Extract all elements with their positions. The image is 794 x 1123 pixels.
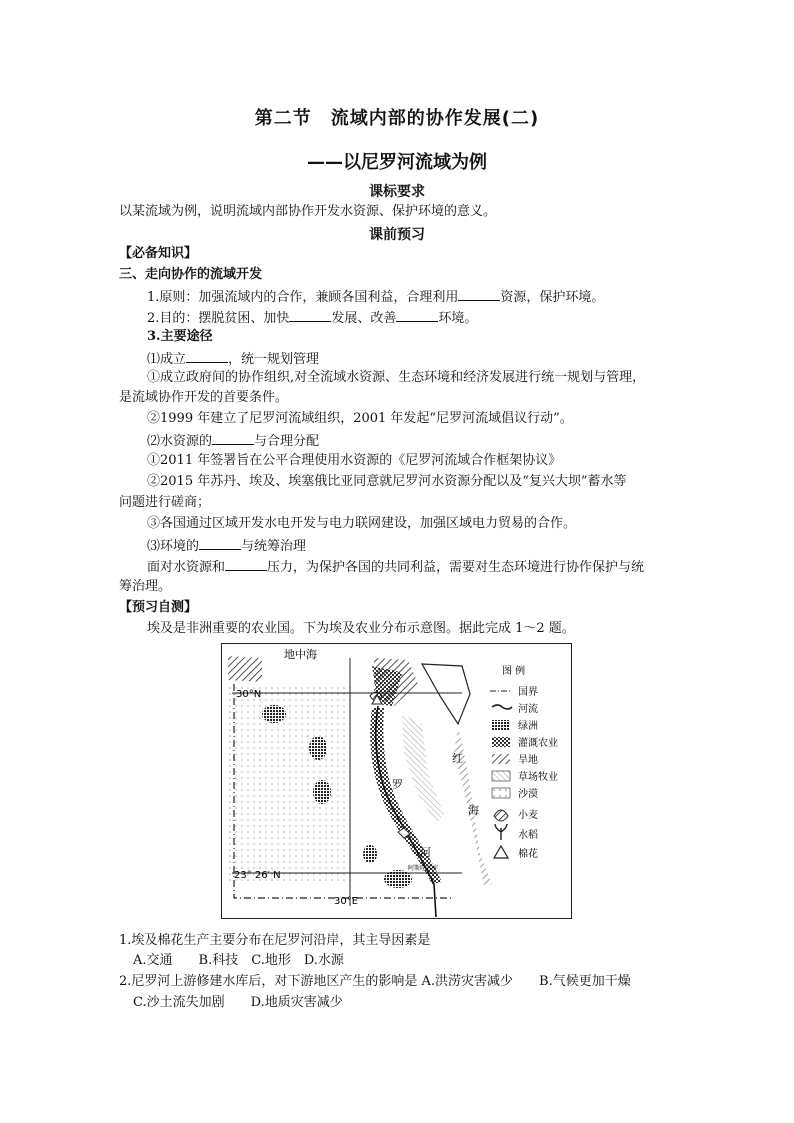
legend-river-swatch (492, 705, 512, 709)
page-title: 第二节 流域内部的协作发展(二) (254, 108, 540, 129)
principle-line (147, 287, 604, 307)
label-river-2: 河 (420, 846, 431, 859)
label-mediterranean: 地中海 (284, 648, 317, 661)
legend-irrigation: 灌溉农业 (518, 738, 558, 749)
fill-blank[interactable] (396, 308, 438, 322)
approach-1-c-line2: 是流域协作开发的首要条件。 (119, 390, 289, 405)
label-dam: 阿斯旺水库 (408, 865, 439, 872)
selftest-intro: 埃及是非洲重要的农业国。下为埃及农业分布示意图。据此完成 1～2 题。 (147, 621, 575, 636)
legend-oasis-swatch (492, 720, 510, 730)
label-river-1: 罗 (392, 778, 403, 791)
purpose-text-c: 环境。 (438, 311, 478, 326)
legend-wheat: 小麦 (518, 810, 538, 821)
legend-desert-swatch (492, 788, 510, 798)
approach-3-c-text-a: 面对水资源和 (147, 560, 226, 575)
approach-3-c-text-b: 压力，为保护各国的共同利益，需要对生态环境进行协作保护与统 (267, 560, 645, 575)
fill-blank[interactable] (199, 536, 241, 550)
oasis-3 (313, 780, 331, 804)
coastal-dryland (228, 656, 262, 682)
legend-dryland: 旱地 (518, 755, 538, 766)
standards-text: 以某流域为例，说明流域内部协作开发水资源、保护环境的意义。 (119, 204, 497, 219)
fill-blank[interactable] (186, 349, 228, 363)
legend-cotton: 棉花 (518, 849, 538, 860)
egypt-agriculture-map (221, 643, 572, 919)
approach-1-d: ②1999 年建立了尼罗河流域组织，2001 年发起“尼罗河流域倡议行动”。 (147, 411, 573, 426)
oasis-1 (262, 705, 286, 723)
legend-grassland: 草场牧业 (518, 772, 558, 783)
oasis-2 (309, 736, 327, 760)
preview-heading: 课前预习 (369, 227, 425, 243)
approach-2-c: ①2011 年签署旨在公平合理使用水资源的《尼罗河流域合作框架协议》 (147, 453, 562, 468)
page-subtitle: ——以尼罗河流域为例 (307, 152, 487, 173)
purpose-line (147, 308, 477, 328)
section-heading: 三、走向协作的流域开发 (119, 267, 263, 282)
approach-1-text-b: ，统一规划管理 (228, 352, 320, 367)
legend-rice-swatch (495, 824, 507, 840)
label-red-sea-1: 红 (452, 752, 463, 765)
label-lon30: 30°E (334, 896, 359, 907)
approach-2-d-line2: 问题进行磋商； (119, 495, 211, 510)
legend-rice: 水稻 (518, 830, 538, 841)
eastern-grassland (402, 714, 444, 824)
approach-3-text-a: ⑶环境的 (147, 539, 200, 554)
legend-river: 河流 (518, 704, 538, 715)
legend-border: 国界 (518, 687, 538, 698)
approach-2-line (147, 431, 319, 451)
approach-2-text-b: 与合理分配 (254, 434, 320, 449)
approach-3-text-b: 与统筹治理 (241, 539, 307, 554)
fill-blank[interactable] (212, 431, 254, 445)
approach-2-d-line1: ②2015 年苏丹、埃及、埃塞俄比亚同意就尼罗河水资源分配以及“复兴大坝”蓄水等 (147, 474, 627, 489)
label-lat30: 30°N (236, 689, 262, 700)
principle-text-a: 1.原则：加强流域内的合作，兼顾各国利益，合理利用 (147, 290, 459, 305)
sinai-outline (422, 664, 470, 724)
approach-1-c-line1: ①成立政府间的协作组织,对全流域水资源、生态环境和经济发展进行统一规划与管理， (147, 370, 646, 385)
map-legend (490, 664, 558, 860)
standards-heading: 课标要求 (369, 184, 425, 200)
approach-2-text-a: ⑵水资源的 (147, 434, 213, 449)
approach-heading: 3.主要途径 (147, 329, 213, 344)
purpose-text-a: 2.目的：摆脱贫困、加快 (147, 311, 290, 326)
approach-2-e: ③各国通过区域开发水电开发与电力联网建设，加强区域电力贸易的合作。 (147, 516, 577, 531)
selftest-tag: 【预习自测】 (119, 600, 198, 615)
question-2-options[interactable]: C.沙土流失加剧 D.地质灾害减少 (133, 995, 343, 1010)
approach-3-c-line2: 筹治理。 (119, 579, 172, 594)
label-red-sea-2: 海 (468, 804, 479, 817)
fill-blank[interactable] (458, 287, 500, 301)
approach-3-line (147, 536, 306, 556)
knowledge-tag: 【必备知识】 (119, 246, 198, 261)
approach-3-c-line1 (147, 557, 644, 577)
fill-blank[interactable] (225, 557, 267, 571)
legend-oasis: 绿洲 (518, 721, 538, 732)
fill-blank[interactable] (289, 308, 331, 322)
approach-1-line (147, 349, 319, 369)
oasis-5 (363, 845, 377, 863)
legend-wheat-swatch (494, 810, 508, 821)
principle-text-b: 资源，保护环境。 (500, 290, 605, 305)
legend-cotton-swatch (494, 846, 508, 858)
legend-dryland-swatch (492, 754, 510, 764)
legend-irrigation-swatch (492, 737, 510, 747)
question-1: 1.埃及棉花生产主要分布在尼罗河沿岸，其主导因素是 (119, 933, 431, 948)
approach-1-text-a: ⑴成立 (147, 352, 187, 367)
legend-grassland-swatch (492, 771, 510, 781)
label-lat23: 23° 26′ N (234, 870, 281, 881)
question-2: 2.尼罗河上游修建水库后，对下游地区产生的影响是 A.洪涝灾害减少 B.气候更加干燥 (119, 974, 631, 989)
legend-title: 图 例 (502, 666, 526, 677)
question-1-options[interactable]: A.交通 B.科技 C.地形 D.水源 (133, 953, 344, 968)
map-svg (222, 644, 570, 917)
legend-desert: 沙漠 (518, 789, 538, 800)
western-desert (228, 684, 354, 884)
purpose-text-b: 发展、改善 (331, 311, 397, 326)
